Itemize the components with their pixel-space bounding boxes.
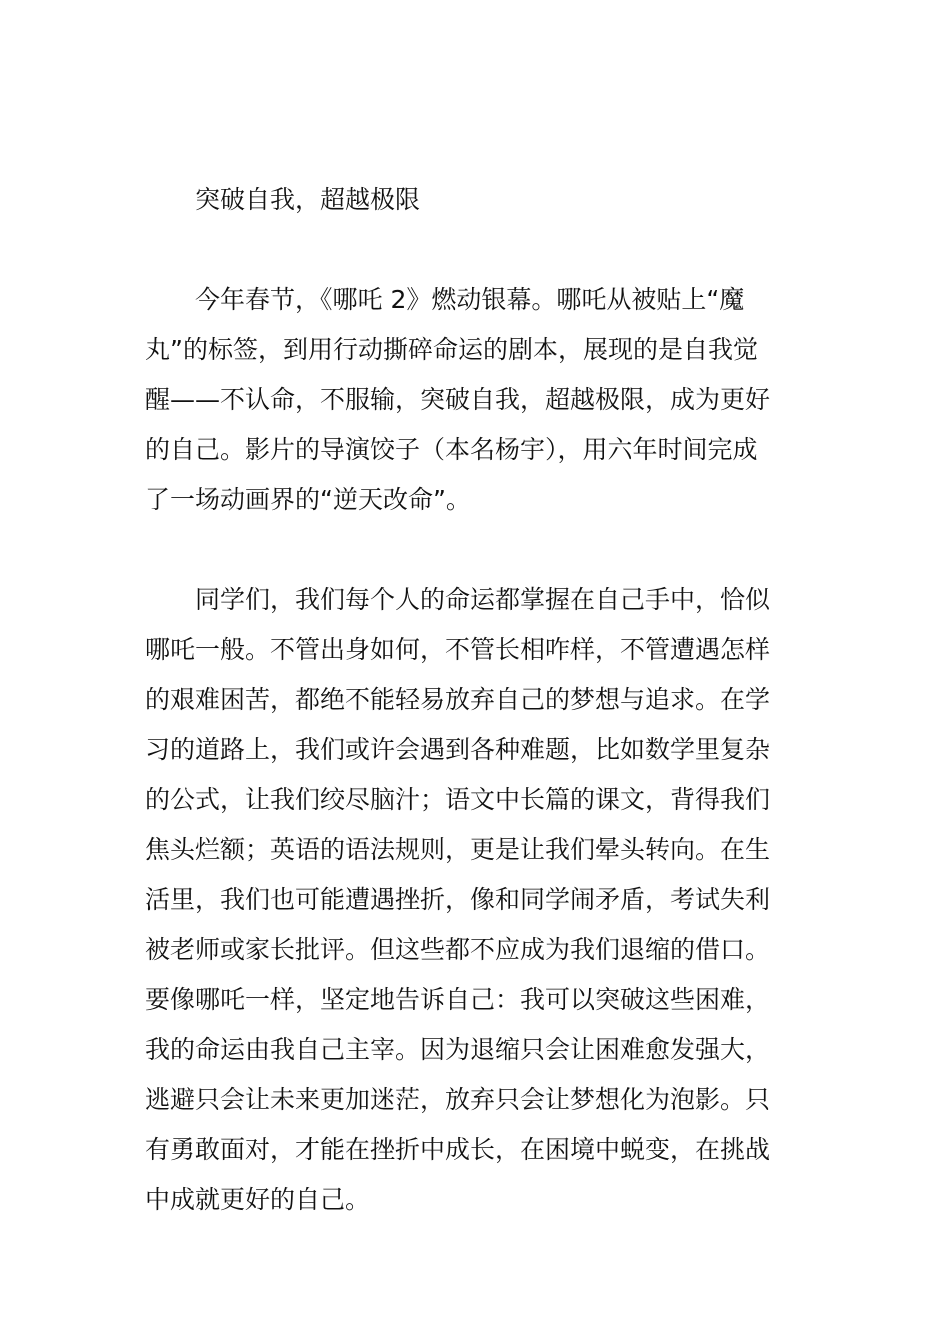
paragraph-line: 活里，我们也可能遭遇挫折，像和同学闹矛盾，考试失利: [145, 885, 771, 914]
paragraph-line: 中成就更好的自己。: [145, 1185, 371, 1214]
paragraph-line: 哪吒一般。不管出身如何，不管长相咋样，不管遭遇怎样: [145, 635, 771, 664]
paragraph-line: 被老师或家长批评。但这些都不应成为我们退缩的借口。: [145, 935, 771, 964]
paragraph-line: 了一场动画界的“逆天改命”。: [145, 485, 471, 514]
paragraph-line: 今年春节，《哪吒 2》燃动银幕。哪吒从被贴上“魔: [195, 285, 745, 314]
paragraph-line: 的自己。影片的导演饺子（本名杨宇），用六年时间完成: [145, 435, 758, 464]
paragraph-line: 丸”的标签，到用行动撕碎命运的剧本，展现的是自我觉: [145, 335, 758, 364]
paragraph-line: 焦头烂额；英语的语法规则，更是让我们晕头转向。在生: [145, 835, 771, 864]
paragraph-line: 我的命运由我自己主宰。因为退缩只会让困难愈发强大，: [145, 1035, 771, 1064]
paragraph-2: [145, 575, 815, 1225]
paragraph-line: 要像哪吒一样，坚定地告诉自己：我可以突破这些困难，: [145, 985, 771, 1014]
paragraph-line: 的艰难困苦，都绝不能轻易放弃自己的梦想与追求。在学: [145, 685, 771, 714]
paragraph-line: 同学们，我们每个人的命运都掌握在自己手中，恰似: [195, 585, 771, 614]
paragraph-line: 有勇敢面对，才能在挫折中成长，在困境中蜕变，在挑战: [145, 1135, 771, 1164]
document-title: 突破自我，超越极限: [195, 185, 421, 214]
paragraph-line: 的公式，让我们绞尽脑汁；语文中长篇的课文，背得我们: [145, 785, 771, 814]
paragraph-line: 习的道路上，我们或许会遇到各种难题，比如数学里复杂: [145, 735, 771, 764]
paragraph-line: 醒——不认命，不服输，突破自我，超越极限，成为更好: [145, 385, 771, 414]
paragraph-1: [145, 275, 815, 525]
paragraph-line: 逃避只会让未来更加迷茫，放弃只会让梦想化为泡影。只: [145, 1085, 771, 1114]
